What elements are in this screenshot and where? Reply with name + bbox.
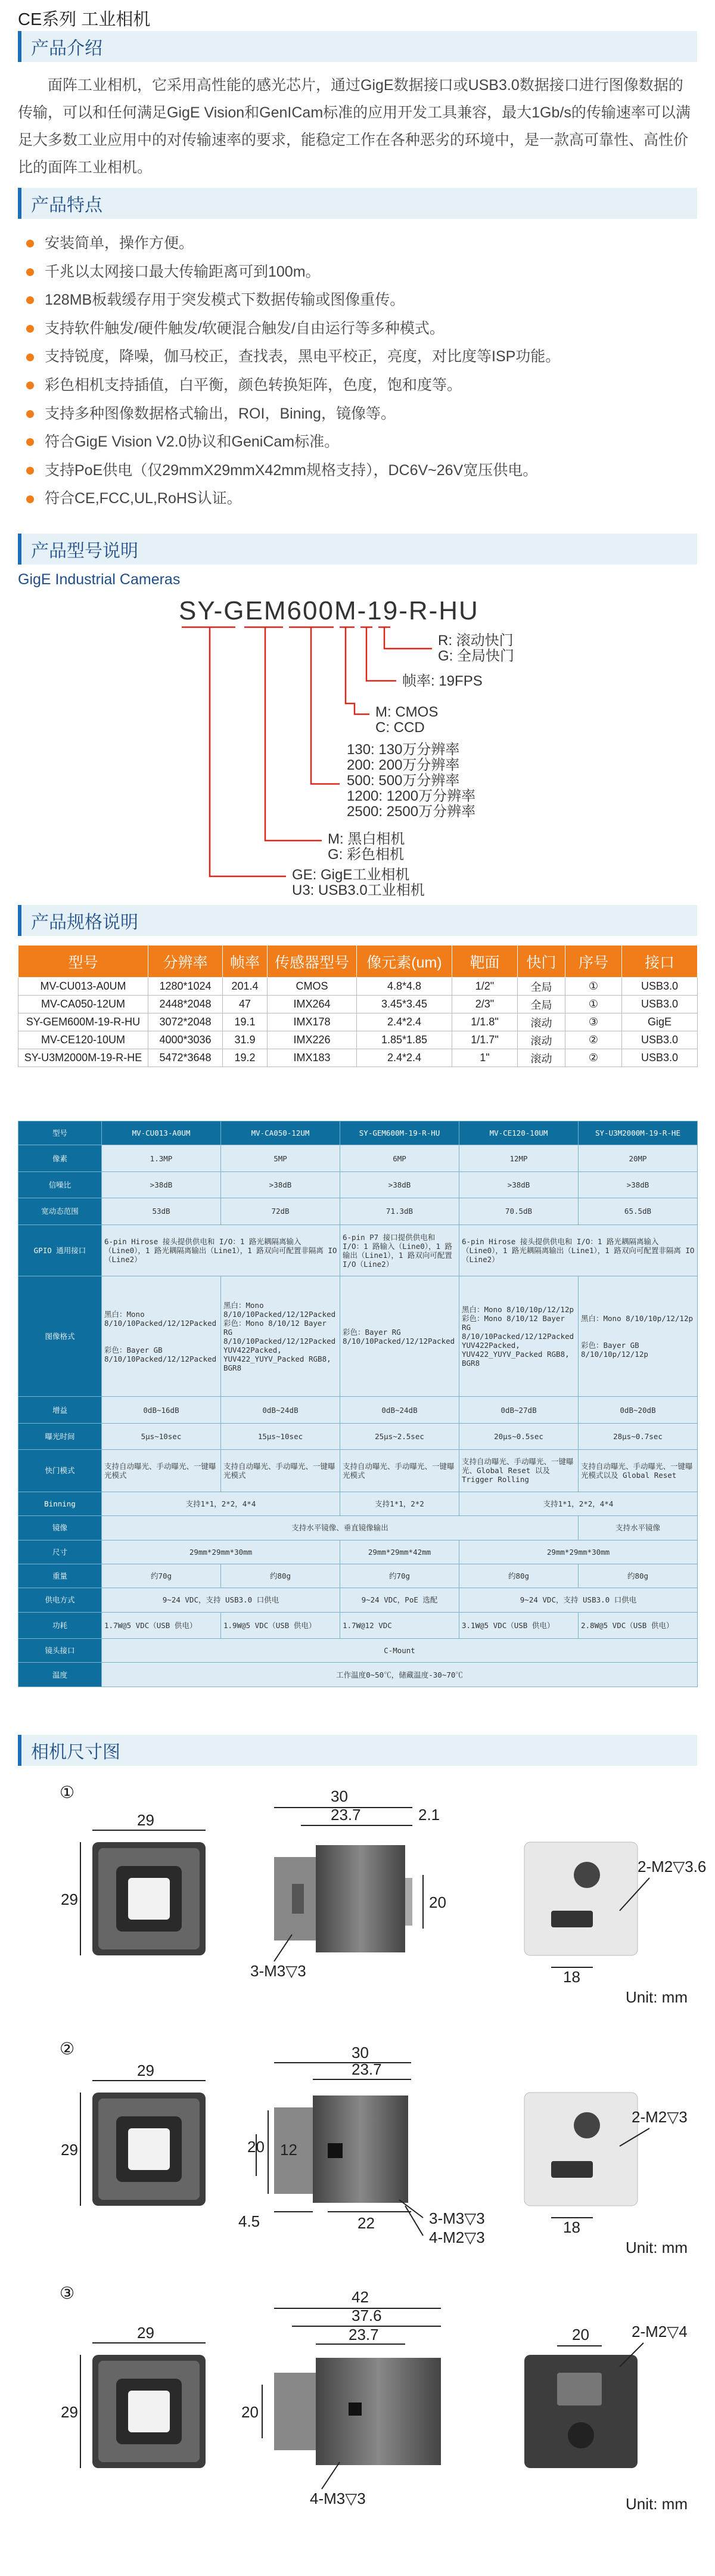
table-row: 尺寸 29mm*29mm*30mm 29mm*29mm*42mm 29mm*29mm*30mm	[18, 1540, 698, 1564]
intro-paragraph: 面阵工业相机，它采用高性能的感光芯片，通过GigE数据接口或USB3.0数据接口进行图像数据的传输，可以和任何满足GigE Vision和GenICam标准的应用开发工具兼容，最大1Gb/s的传输速率可以满足大多数工业应用中的对传输速率的要求，能稳定工作在各种恶劣的环境中，是一款高可靠性、高性价比的面阵工业相机。	[18, 77, 691, 176]
svg-text:20: 20	[572, 2326, 589, 2343]
spec-summary-table	[18, 945, 698, 1067]
label-res-130: 130: 130万分辨率	[347, 742, 460, 758]
drawing-number: ①	[60, 1783, 75, 1802]
svg-text:3-M3▽3: 3-M3▽3	[250, 1962, 306, 1980]
svg-text:12: 12	[280, 2141, 297, 2159]
section-spec-heading: 产品规格说明	[18, 905, 697, 936]
model-code-diagram	[0, 590, 715, 898]
table-row: Binning 支持1*1，2*2，4*4 支持1*1，2*2 支持1*1，2*2，4*4	[18, 1492, 698, 1515]
svg-text:20: 20	[241, 2403, 259, 2421]
svg-text:29: 29	[61, 1890, 78, 1908]
svg-text:30: 30	[331, 1787, 348, 1805]
feature-item: 安装简单，操作方便。	[18, 230, 697, 258]
feature-item: 支持多种图像数据格式输出，ROI，Bining，镜像等。	[18, 400, 697, 429]
dimension-drawing-3	[18, 2283, 697, 2534]
unit-label: Unit: mm	[626, 2495, 688, 2513]
feature-item: 彩色相机支持插值，白平衡，颜色转换矩阵，色度，饱和度等。	[18, 371, 697, 400]
svg-text:2-M2▽3.6: 2-M2▽3.6	[638, 1858, 707, 1876]
bullet-icon	[26, 438, 34, 446]
feature-item: 符合CE,FCC,UL,RoHS认证。	[18, 485, 697, 513]
drawing-number: ②	[60, 2039, 75, 2058]
table-row: SY-U3M2000M-19-R-HE 5472*3648 19.2 IMX183 2.4*2.4 1" 滚动 ② USB3.0	[18, 1049, 698, 1067]
label-shutter-g: G: 全局快门	[438, 648, 515, 664]
table-row: SY-GEM600M-19-R-HU 3072*2048 19.1 IMX178 2.4*2.4 1/1.8" 滚动 ③ GigE	[18, 1013, 698, 1031]
table-row: MV-CU013-A0UM 1280*1024 201.4 CMOS 4.8*4.8 1/2" 全局 ① USB3.0	[18, 978, 698, 996]
table-row: 镜头接口 C-Mount	[18, 1639, 698, 1663]
table-row: MV-CE120-10UM 4000*3036 31.9 IMX226 1.85*1.85 1/1.7" 滚动 ② USB3.0	[18, 1031, 698, 1049]
svg-text:29: 29	[137, 2324, 154, 2342]
svg-text:29: 29	[137, 2062, 154, 2079]
col-sensor: 传感器型号	[268, 946, 357, 978]
label-res-500: 500: 500万分辨率	[347, 773, 460, 789]
label-color-g: G: 彩色相机	[328, 847, 405, 863]
svg-text:4.5: 4.5	[238, 2212, 260, 2230]
table-row: 镜像 支持水平镜像、垂直镜像输出 支持水平镜像	[18, 1516, 698, 1540]
label-iface-ge: GE: GigE工业相机	[292, 867, 410, 883]
bullet-icon	[26, 382, 34, 389]
table-row: 增益 0dB~16dB 0dB~24dB 0dB~24dB 0dB~27dB 0dB~20dB	[18, 1397, 698, 1423]
svg-text:3-M3▽3: 3-M3▽3	[429, 2209, 485, 2227]
section-intro-heading: 产品介绍	[18, 31, 697, 62]
col-pixel-size: 像元素(um)	[357, 946, 452, 978]
series-title: CE系列 工业相机	[18, 10, 151, 29]
col-shutter: 快门	[518, 946, 565, 978]
spec-detail-table	[18, 1121, 698, 1687]
bullet-icon	[26, 495, 34, 503]
section-features-heading: 产品特点	[18, 188, 697, 219]
svg-text:29: 29	[61, 2403, 78, 2421]
svg-text:4-M2▽3: 4-M2▽3	[429, 2228, 485, 2246]
col-index: 序号	[565, 946, 622, 978]
table-header-row: 型号 MV-CU013-A0UM MV-CA050-12UM SY-GEM600M-19-R-HU MV-CE120-10UM SY-U3M2000M-19-R-HE	[18, 1121, 698, 1145]
section-dimensions-heading: 相机尺寸图	[18, 1735, 697, 1766]
camera-outline-3	[18, 2283, 697, 2534]
table-row: 像素 1.3MP 5MP 6MP 12MP 20MP	[18, 1145, 698, 1171]
feature-item: 支持PoE供电（仅29mmX29mmX42mm规格支持），DC6V~26V宽压供电。	[18, 457, 697, 485]
feature-list	[18, 230, 697, 513]
bullet-icon	[26, 467, 34, 475]
svg-text:29: 29	[61, 2141, 78, 2159]
bullet-icon	[26, 268, 34, 276]
table-row: 重量 约70g 约80g 约70g 约80g 约80g	[18, 1564, 698, 1588]
camera-outline-2	[18, 2039, 697, 2265]
label-res-2500: 2500: 2500万分辨率	[347, 804, 476, 820]
table-row: 功耗 1.7W@5 VDC（USB 供电） 1.9W@5 VDC（USB 供电） 1.7W@12 VDC 3.1W@5 VDC（USB 供电） 2.8W@5 VDC（USB 供电）	[18, 1612, 698, 1638]
bullet-icon	[26, 240, 34, 247]
label-sensor-c: C: CCD	[375, 720, 425, 736]
col-fps: 帧率	[223, 946, 268, 978]
svg-text:37.6: 37.6	[352, 2307, 382, 2324]
table-row: GPIO 通用接口 6-pin Hirose 接头提供供电和 I/O：1 路光耦隔离输入（Line0），1 路光耦隔离输出（Line1），1 路双向可配置非隔离 IO（Line2） 6-pin P7 接口提供供电和 I/O：1 路输入（Line0），1 路输出（Line1），1 路双向可配置 I/O（Line2） 6-pin Hirose 接头提供供电和 I/O：1 路光耦隔离输入（Line0），1 路光耦隔离输出（Line1），1 路双向可配置非隔离 IO（Line2）	[18, 1225, 698, 1276]
table-row: 供电方式 9~24 VDC，支持 USB3.0 口供电 9~24 VDC，PoE 选配 9~24 VDC，支持 USB3.0 口供电	[18, 1588, 698, 1612]
svg-text:2.1: 2.1	[418, 1806, 440, 1824]
svg-text:20: 20	[429, 1893, 446, 1911]
section-model-heading: 产品型号说明	[18, 534, 697, 565]
label-fps: 帧率: 19FPS	[402, 673, 483, 689]
svg-text:2-M2▽4: 2-M2▽4	[632, 2323, 688, 2341]
feature-item: 千兆以太网接口最大传输距离可到100m。	[18, 258, 697, 287]
bullet-icon	[26, 325, 34, 333]
drawing-number: ③	[60, 2284, 75, 2302]
svg-text:20: 20	[247, 2138, 265, 2156]
svg-text:30: 30	[352, 2044, 369, 2062]
label-sensor-m: M: CMOS	[375, 704, 439, 720]
feature-item: 支持锐度，降噪，伽马校正，查找表，黑电平校正，亮度，对比度等ISP功能。	[18, 343, 697, 371]
col-resolution: 分辨率	[148, 946, 223, 978]
model-code: SY-GEM600M-19-R-HU	[179, 596, 479, 625]
model-subtitle: GigE Industrial Cameras	[18, 571, 181, 588]
bullet-icon	[26, 410, 34, 418]
svg-text:23.7: 23.7	[352, 2060, 382, 2078]
svg-text:18: 18	[563, 1968, 580, 1986]
camera-outline-1	[18, 1783, 707, 2021]
dimension-drawing-1	[18, 1783, 707, 2021]
svg-text:23.7: 23.7	[349, 2326, 379, 2343]
table-row: 宽动态范围 53dB 72dB 71.3dB 70.5dB 65.5dB	[18, 1198, 698, 1225]
table-row: 快门模式 支持自动曝光、手动曝光、一键曝光模式 支持自动曝光、手动曝光、一键曝光模式 支持自动曝光、手动曝光、一键曝光模式 支持自动曝光、手动曝光、一键曝光、Global Reset 以及 Trigger Rolling 支持自动曝光、手动曝光、一键曝光模式以及 Global Reset	[18, 1450, 698, 1492]
col-interface: 接口	[622, 946, 698, 978]
feature-item: 支持软件触发/硬件触发/软硬混合触发/自由运行等多种模式。	[18, 315, 697, 343]
table-row: 信噪比 >38dB >38dB >38dB >38dB >38dB	[18, 1171, 698, 1198]
table-row: 图像格式 黑白：Mono 8/10/10Packed/12/12Packed 彩色：Bayer GB 8/10/10Packed/12/12Packed 黑白：Mono 8/10/10Packed/12/12Packed 彩色：Mono 8/10/12 Bayer RG 8/10/10Packed/12/12Packed YUV422Packed, YUV422_YUYV_Packed RGB8, BGR8 彩色：Bayer RG 8/10/10Packed/12/12Packed 黑白：Mono 8/10/10p/12/12p 彩色：Mono 8/10/12 Bayer RG 8/10/10Packed/12/12Packed YUV422Packed, YUV422_YUYV_Packed RGB8, BGR8 黑白：Mono 8/10/10p/12/12p 彩色：Bayer GB 8/10/10p/12/12p	[18, 1276, 698, 1397]
col-target: 靶面	[452, 946, 518, 978]
svg-text:4-M3▽3: 4-M3▽3	[310, 2490, 366, 2507]
svg-text:42: 42	[352, 2288, 369, 2306]
svg-text:22: 22	[358, 2214, 375, 2232]
dimension-drawing-2	[18, 2039, 697, 2265]
table-row: 曝光时间 5μs~10sec 15μs~10sec 25μs~2.5sec 20μs~0.5sec 28μs~0.7sec	[18, 1423, 698, 1449]
table-header-row	[18, 946, 698, 978]
label-shutter-r: R: 滚动快门	[438, 633, 514, 649]
svg-text:29: 29	[137, 1811, 154, 1829]
svg-text:2-M2▽3: 2-M2▽3	[632, 2108, 688, 2126]
svg-text:23.7: 23.7	[331, 1806, 361, 1824]
label-color-m: M: 黑白相机	[328, 831, 405, 847]
table-row: MV-CA050-12UM 2448*2048 47 IMX264 3.45*3.45 2/3" 全局 ① USB3.0	[18, 996, 698, 1013]
label-res-200: 200: 200万分辨率	[347, 757, 460, 773]
label-res-1200: 1200: 1200万分辨率	[347, 788, 476, 804]
feature-item: 符合GigE Vision V2.0协议和GeniCam标准。	[18, 428, 697, 457]
label-iface-u3: U3: USB3.0工业相机	[292, 882, 425, 898]
unit-label: Unit: mm	[626, 1988, 688, 2006]
feature-item: 128MB板载缓存用于突发模式下数据传输或图像重传。	[18, 286, 697, 315]
bullet-icon	[26, 296, 34, 304]
unit-label: Unit: mm	[626, 2239, 688, 2256]
svg-text:18: 18	[563, 2218, 580, 2236]
col-model: 型号	[18, 946, 148, 978]
table-row: 温度 工作温度0~50℃，储藏温度-30~70℃	[18, 1663, 698, 1687]
bullet-icon	[26, 354, 34, 361]
